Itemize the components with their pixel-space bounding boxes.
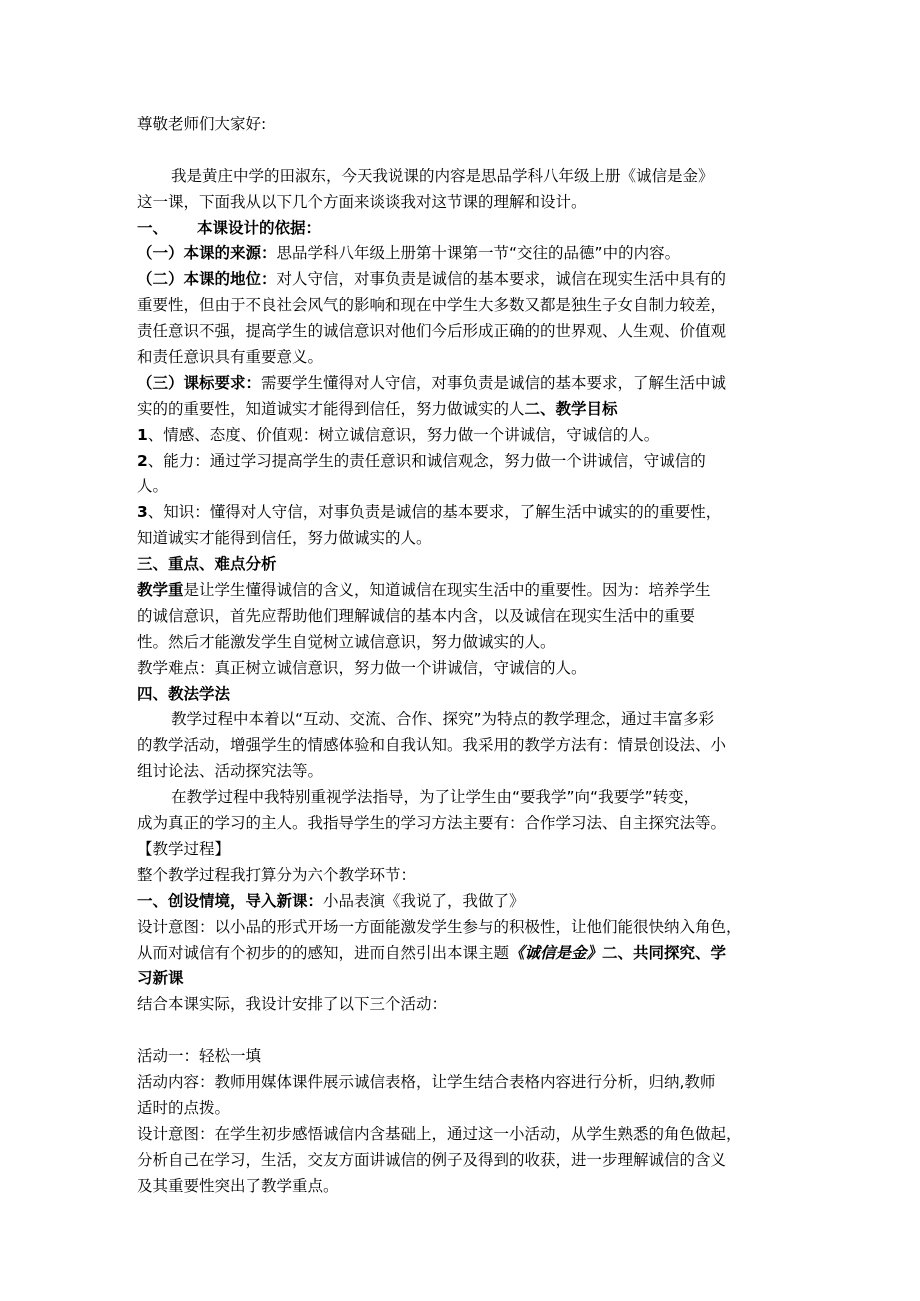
paragraph-line: 在教学过程中我特别重视学法指导，为了让学生由“要我学”向“我要学”转变，	[171, 788, 700, 807]
section-heading: 一、 本课设计的依据：	[137, 218, 322, 237]
paragraph-line: （二）本课的地位：对人守信，对事负责是诚信的基本要求，诚信在现实生活中具有的	[137, 270, 727, 289]
paragraph-line: 从而对诚信有个初步的的感知，进而自然引出本课主题《诚信是金》二、共同探究、学	[137, 943, 727, 962]
paragraph-line: 适时的点拨。	[137, 1098, 231, 1117]
paragraph-line: 结合本课实际，我设计安排了以下三个活动：	[137, 995, 448, 1014]
section-heading: 二、共同探究、学	[602, 943, 727, 962]
goal-line: 3、知识：懂得对人守信，对事负责是诚信的基本要求，了解生活中诚实的的重要性，	[137, 503, 722, 522]
activity-title: 活动一：轻松一填	[137, 1047, 262, 1066]
paragraph-line: 组讨论法、活动探究法等。	[137, 762, 324, 781]
paragraph-line: 和责任意识具有重要意义。	[137, 348, 324, 367]
paragraph-line: （一）本课的来源：思品学科八年级上册第十课第一节“交往的品德”中的内容。	[137, 244, 681, 263]
paragraph-line: 及其重要性突出了教学重点。	[137, 1176, 339, 1195]
intro-line: 这一课，下面我从以下几个方面来谈谈我对这节课的理解和设计。	[137, 192, 587, 211]
paragraph-line: 责任意识不强，提高学生的诚信意识对他们今后形成正确的的世界观、人生观、价值观	[137, 322, 727, 341]
paragraph-line: 的诚信意识，首先应帮助他们理解诚信的基本内含，以及诚信在现实生活中的重要	[137, 606, 696, 625]
goal-line: 人。	[137, 477, 169, 496]
paragraph-line: 实的的重要性，知道诚实才能得到信任，努力做诚实的人二、教学目标	[137, 399, 618, 418]
paragraph-line: （三）课标要求：需要学生懂得对人守信，对事负责是诚信的基本要求，了解生活中诚	[137, 373, 727, 392]
goal-line: 1、情感、态度、价值观：树立诚信意识，努力做一个讲诚信，守诚信的人。	[137, 425, 660, 444]
section-heading: 三、重点、难点分析	[137, 555, 277, 574]
section-heading: 习新课	[137, 969, 184, 988]
goal-line: 2、能力：通过学习提高学生的责任意识和诚信观念，努力做一个讲诚信，守诚信的	[137, 451, 706, 470]
paragraph-line: 的教学活动，增强学生的情感体验和自我认知。我采用的教学方法有：情景创设法、小	[137, 736, 727, 755]
paragraph-line: 性。然后才能激发学生自觉树立诚信意识，努力做诚实的人。	[137, 632, 556, 651]
goal-line: 知道诚实才能得到信任，努力做诚实的人。	[137, 529, 432, 548]
paragraph-line: 教学重是让学生懂得诚信的含义，知道诚信在现实生活中的重要性。因为：培养学生	[137, 581, 711, 600]
paragraph-line: 分析自己在学习，生活，交友方面讲诚信的例子及得到的收获，进一步理解诚信的含义	[137, 1150, 727, 1169]
paragraph-line: 成为真正的学习的主人。我指导学生的学习方法主要有：合作学习法、自主探究法等。	[137, 814, 727, 833]
section-heading: 【教学过程】	[137, 839, 231, 858]
paragraph-line: 教学难点：真正树立诚信意识，努力做一个讲诚信，守诚信的人。	[137, 658, 587, 677]
paragraph-line: 整个教学过程我打算分为六个教学环节：	[137, 865, 417, 884]
greeting: 尊敬老师们大家好:	[137, 115, 267, 133]
paragraph-line: 设计意图：在学生初步感悟诚信内含基础上，通过这一小活动，从学生熟悉的角色做起，	[137, 1124, 742, 1143]
intro-line: 我是黄庄中学的田淑东，今天我说课的内容是思品学科八年级上册《诚信是金》	[171, 166, 714, 185]
paragraph-line: 活动内容：教师用媒体课件展示诚信表格，让学生结合表格内容进行分析，归纳,教师	[137, 1072, 716, 1091]
paragraph-line: 一、创设情境，导入新课：小品表演《我说了，我做了》	[137, 891, 525, 910]
paragraph-line: 教学过程中本着以“互动、交流、合作、探究”为特点的教学理念，通过丰富多彩	[171, 710, 715, 729]
paragraph-line: 设计意图：以小品的形式开场一方面能激发学生参与的积极性，让他们能很快纳入角色，	[137, 917, 742, 936]
section-heading: 二、教学目标	[524, 399, 618, 418]
section-heading: 四、教法学法	[137, 684, 231, 703]
paragraph-line: 重要性，但由于不良社会风气的影响和现在中学生大多数又都是独生子女自制力较差，	[137, 296, 727, 315]
document-body	[137, 112, 787, 1199]
